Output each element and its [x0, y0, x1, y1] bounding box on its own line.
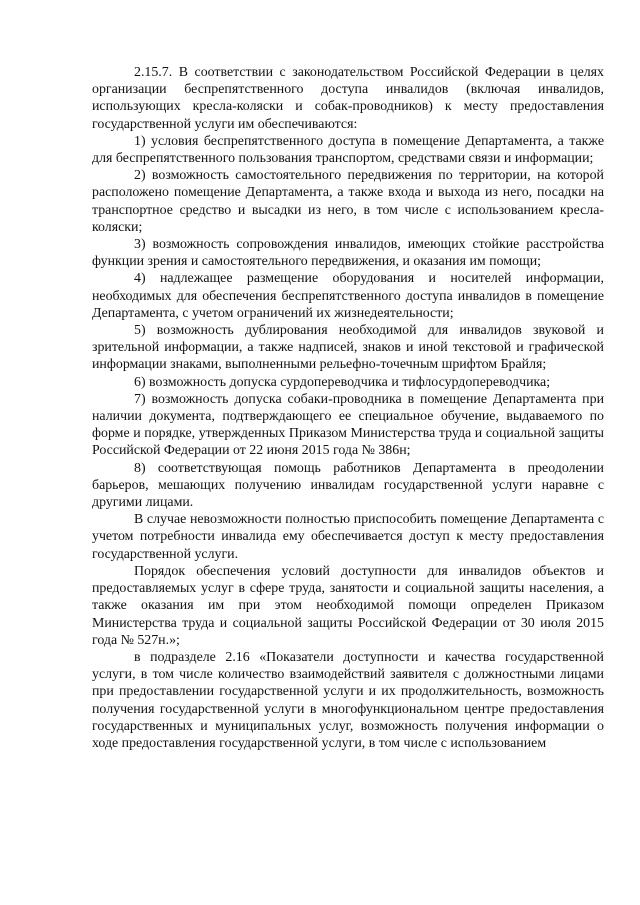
list-item-4: 4) надлежащее размещение оборудования и носителей информации, необходимых для обеспечения беспрепятственного доступа инвалидов в помещение Департамента, с учетом ограничений их жизнедеятельности; — [92, 271, 604, 321]
document-page — [92, 64, 604, 864]
paragraph-procedure: Порядок обеспечения условий доступности для инвалидов объектов и предоставляемых услуг в сфере труда, занятости и социальной защиты населения, а также оказания им при этом необходимой помощи определен Приказом Министерства труда и социальной защиты Российской Федерации от 30 июля 2015 года № 527н.»; — [92, 563, 604, 648]
list-item-6: 6) возможность допуска сурдопереводчика и тифлосурдопереводчика; — [134, 374, 551, 390]
list-item-2: 2) возможность самостоятельного передвижения по территории, на которой расположено помещение Департамента, а также входа и выхода из него, посадки на транспортное средство и высадки из него, в том числе с использованием кресла-коляски; — [92, 168, 604, 235]
paragraph-2-15-7: 2.15.7. В соответствии с законодательством Российской Федерации в целях организации беспрепятственного доступа инвалидов (включая инвалидов, использующих кресла-коляски и собак-проводников) к месту предоставления государственной услуги им обеспечиваются: — [92, 65, 604, 132]
list-item-5: 5) возможность дублирования необходимой для инвалидов звуковой и зрительной информации, а также надписей, знаков и иной текстовой и графической информации знаками, выполненными рельефно-точечным шрифтом Брайля; — [92, 323, 604, 373]
paragraph-subsection-2-16: в подразделе 2.16 «Показатели доступности и качества государственной услуги, в том числе количество взаимодействий заявителя с должностными лицами при предоставлении государственной услуги и их продолжительность, возможность получения государственной услуги в многофункциональном центре предоставления государственных и муниципальных услуг, возможность получения информации о ходе предоставления государственной услуги, в том числе с использованием — [92, 649, 604, 751]
list-item-7: 7) возможность допуска собаки-проводника в помещение Департамента при наличии документа, подтверждающего ее специальное обучение, выдаваемого по форме и порядке, утвержденных Приказом Министерства труда и социальной защиты Российской Федерации от 22 июня 2015 года № 386н; — [92, 391, 604, 459]
list-item-8: 8) соответствующая помощь работников Департамента в преодолении барьеров, мешающих получению инвалидам государственной услуги наравне с другими лицами. — [92, 460, 604, 511]
paragraph-impossibility: В случае невозможности полностью приспособить помещение Департамента с учетом потребности инвалида ему обеспечивается доступ к месту предоставления государственной услуги. — [92, 512, 604, 562]
list-item-3: 3) возможность сопровождения инвалидов, имеющих стойкие расстройства функции зрения и самостоятельного передвижения, и оказания им помощи; — [92, 237, 604, 270]
list-item-1: 1) условия беспрепятственного доступа в помещение Департамента, а также для беспрепятственного пользования транспортом, средствами связи и информации; — [92, 133, 604, 167]
